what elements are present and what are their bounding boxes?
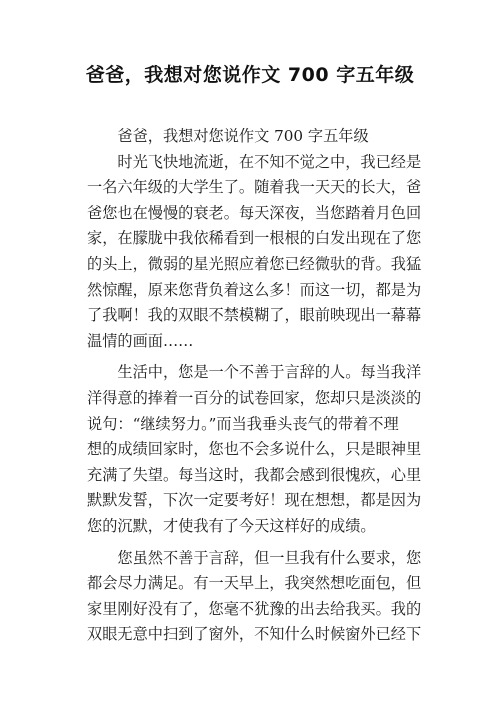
paragraph-line: 温情的画面…… [87,331,194,350]
paragraph-line: 家，在朦胧中我依稀看到一根根的白发出现在了您 [87,229,422,248]
paragraph-line: 说句：“继续努力。”而当我垂头丧气的带着不理 [87,414,399,433]
paragraph-line: 都会尽力满足。有一天早上，我突然想吃面包，但 [87,574,422,593]
paragraph-line: 了我啊！我的双眼不禁模糊了，眼前映现出一幕幕 [87,306,422,325]
paragraph-line: 一名六年级的大学生了。随着我一天天的长大，爸 [87,178,422,197]
paragraph-1 [87,150,422,355]
paragraph-line: 爸爸，我想对您说作文 700 字五年级 [117,127,369,145]
paragraph-line: 生活中，您是一个不善于言辞的人。每当我洋 [117,363,422,382]
paragraph-line: 洋得意的捧着一百分的试卷回家，您却只是淡淡的 [87,388,422,407]
paragraph-subtitle [87,124,417,150]
paragraph-2 [87,360,422,539]
paragraph-line: 想的成绩回家时，您也不会多说什么，只是眼神里 [87,440,422,459]
document-title: 爸爸，我想对您说作文 700 字五年级 [85,64,415,86]
paragraph-line: 时光飞快地流逝，在不知不觉之中，我已经是 [117,152,422,171]
paragraph-line: 家里刚好没有了，您毫不犹豫的出去给我买。我的 [87,599,422,618]
document-body [87,124,422,648]
paragraph-line: 默默发誓，下次一定要考好！现在想想，都是因为 [87,491,422,510]
paragraph-line: 双眼无意中扫到了窗外，不知什么时候窗外已经下 [87,625,422,644]
paragraph-line: 的头上，微弱的星光照应着您已经微驮的背。我猛 [87,254,422,273]
paragraph-line: 您虽然不善于言辞，但一旦我有什么要求，您 [117,548,422,567]
paragraph-line: 爸您也在慢慢的衰老。每天深夜，当您踏着月色回 [87,203,422,222]
paragraph-line: 充满了失望。每当这时，我都会感到很愧疚，心里 [87,465,422,484]
paragraph-line: 您的沉默，才使我有了今天这样好的成绩。 [87,516,376,535]
paragraph-line: 然惊醒，原来您背负着这么多！而这一切，都是为 [87,280,422,299]
paragraph-3 [87,546,422,648]
